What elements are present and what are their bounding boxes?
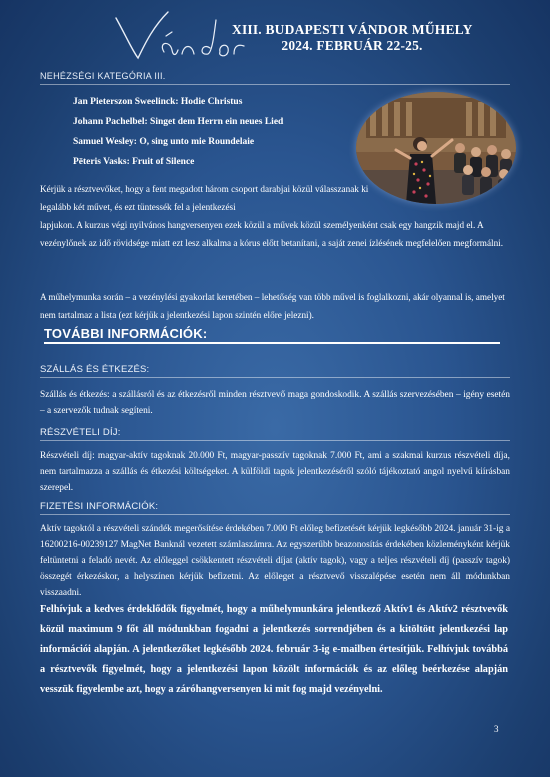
choir-conductor-photo xyxy=(356,92,516,204)
event-title-line1: XIII. BUDAPESTI VÁNDOR MŰHELY xyxy=(232,22,473,37)
lodging-heading: SZÁLLÁS ÉS ÉTKEZÉS: xyxy=(40,364,510,378)
intro-paragraph-1-start: Kérjük a résztvevőket, hogy a fent megadott három csoport darabjai közül válasszanak ki legalább két művet, és ezt tüntessék fel a jelentkezési xyxy=(40,184,369,212)
works-list xyxy=(73,96,373,176)
work-item: Pēteris Vasks: Fruit of Silence xyxy=(73,157,195,167)
work-item: Jan Pieterszon Sweelinck: Hodie Christus xyxy=(73,97,243,107)
participant-notice: Felhívjuk a kedves érdeklődők figyelmét, hogy a műhelymunkára jelentkező Aktív1 és Aktív2 résztvevők közül maximum 9 főt áll módunkban fogadni a jelentkezés sorrendjében és a kitöltött jelentkezési lap információi alapján. A jelentkezőket legkésőbb 2024. február 3-ig e-mailben értesítjük. Felhívjuk továbbá a résztvevők figyelmét, hogy a jelentkezési lapon közölt információk és az előleg beérkezése alapján vesszük figyelembe azt, hogy a záróhangversenyen ki mit fog majd vezényelni. xyxy=(40,604,508,695)
intro-paragraph-1-rest: lapjukon. A kurzus végi nyilvános hangversenyen ezek közül a művek közül személyenként csak egy hangzik majd el. A vezénylőnek az idő rövidsége miatt ezt lesz alkalma a kórus előtt betanítani, a saját zenei ízlésének megfelelően megformálni. xyxy=(40,220,504,248)
logo-text: Vándor xyxy=(112,6,115,7)
work-item: Samuel Wesley: O, sing unto mie Roundelaie xyxy=(73,137,255,147)
payment-heading: FIZETÉSI INFORMÁCIÓK: xyxy=(40,501,510,515)
further-info-title: TOVÁBBI INFORMÁCIÓK: xyxy=(44,326,500,344)
vandor-logo xyxy=(112,6,246,64)
fee-heading: RÉSZVÉTELI DÍJ: xyxy=(40,427,510,441)
category-heading: NEHÉZSÉGI KATEGÓRIA III. xyxy=(40,71,510,85)
page-number: 3 xyxy=(494,724,499,734)
event-title-line2: 2024. FEBRUÁR 22-25. xyxy=(281,38,423,53)
event-title xyxy=(232,22,472,54)
work-item: Johann Pachelbel: Singet dem Herrn ein neues Lied xyxy=(73,117,284,127)
fee-text: Részvételi díj: magyar-aktív tagoknak 20.000 Ft, magyar-passzív tagoknak 7.000 Ft, ami a szakmai kurzus részvételi díja, nem tartalmazza a szállás és étkezési költségeket. A külföldi tagok jelentkezéséről szóló tájékoztató angol nyelvű kiírásban szerepel. xyxy=(40,451,510,493)
intro-paragraph-2: A műhelymunka során – a vezénylési gyakorlat keretében – lehetőség van több művel is foglalkozni, akár olyannal is, amelyet nem tartalmaz a lista (ezt kérjük a jelentkezési lapon szintén előre jelezni). xyxy=(40,292,505,320)
lodging-text: Szállás és étkezés: a szállásról és az étkezésről minden résztvevő maga gondoskodik. A szállás szervezésében – igény esetén – a szervezők tudnak segíteni. xyxy=(40,390,510,416)
payment-text: Aktív tagoktól a részvételi szándék megerősítése érdekében 7.000 Ft előleg befizetését kérjük legkésőbb 2024. január 31-ig a 16200216-00239127 MagNet Banknál vezetett számlaszámra. Az egyszerűbb beazonosítás érdekében közleményként kérjük feltüntetni a feladó nevét. Az előleggel csökkentett részvételi díjat (aktív tagok), vagy a teljes részvételi díj (passzív tagok) összegét érkezéskor, a helyszínen kérjük befizetni. Az előleget a résztvevő visszalépése esetén nem áll módunkban visszaadni. xyxy=(40,524,510,598)
